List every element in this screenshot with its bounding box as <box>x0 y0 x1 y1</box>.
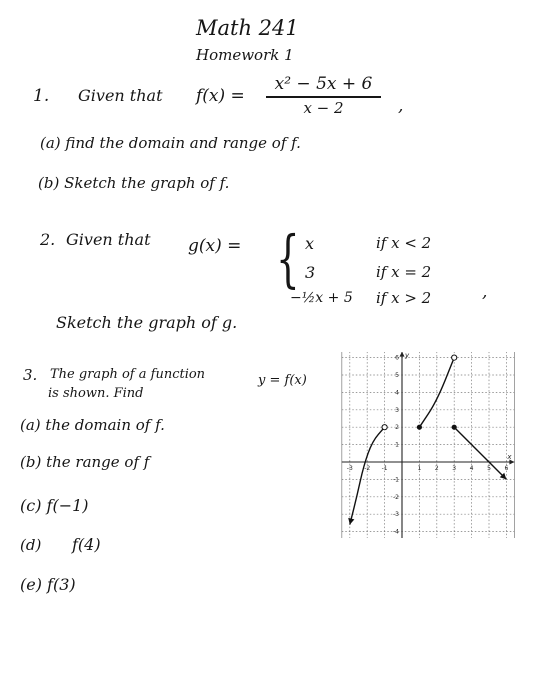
curve-2-end-open-dot <box>452 355 457 360</box>
problem-3-fn: y = f(x) <box>258 373 307 388</box>
x-tick-label: 3 <box>452 465 457 472</box>
problem-1-number: 1. <box>33 86 50 106</box>
grid-border <box>342 352 515 538</box>
y-tick-label: 2 <box>395 424 399 432</box>
x-tick-label: 1 <box>417 465 422 472</box>
piecewise-brace: { <box>276 222 300 295</box>
problem-3-line2: is shown. Find <box>48 386 144 401</box>
problem-2-comma: , <box>482 282 488 302</box>
fraction-bar <box>266 96 381 98</box>
case-2-expr: 3 <box>305 263 316 282</box>
x-tick-label: 5 <box>487 465 491 472</box>
x-tick-label: 2 <box>434 465 439 472</box>
fraction-denominator: x − 2 <box>303 98 344 117</box>
problem-2-lhs: g(x) = <box>188 236 242 256</box>
problem-3d-mark: (d) <box>20 536 42 554</box>
y-tick-label: 1 <box>395 441 399 449</box>
x-tick-label: 4 <box>469 465 474 472</box>
problem-2-task: Sketch the graph of g. <box>56 313 238 332</box>
fraction-numerator: x² − 5x + 6 <box>274 74 373 94</box>
problem-1-lhs: f(x) = <box>196 86 245 106</box>
curve-2-start-closed-dot <box>417 425 422 430</box>
y-tick-label: -2 <box>393 493 399 501</box>
problem-3a: (a) the domain of f. <box>20 416 165 434</box>
problem-1-fraction <box>266 76 381 116</box>
y-axis-label: y <box>405 352 410 360</box>
y-tick-label: 5 <box>395 372 399 379</box>
problem-1-intro: Given that <box>78 86 163 105</box>
problem-3c: (c) f(−1) <box>20 496 89 515</box>
x-tick-label: 6 <box>504 465 509 472</box>
problem-3-line1: The graph of a function <box>50 367 206 382</box>
y-tick-label: 4 <box>395 389 399 397</box>
problem-2-intro: Given that <box>66 230 151 249</box>
case-2-cond: if x = 2 <box>376 263 432 281</box>
problem-3-number: 3. <box>23 366 38 384</box>
course-title: Math 241 <box>196 16 299 40</box>
y-tick-label: -1 <box>393 476 399 484</box>
y-tick-label: -3 <box>393 511 399 519</box>
y-tick-label: 6 <box>395 354 399 362</box>
assignment-title: Homework 1 <box>196 46 294 64</box>
problem-1b: (b) Sketch the graph of f. <box>38 174 230 192</box>
x-axis-label: x <box>507 453 512 461</box>
problem-3e: (e) f(3) <box>20 575 76 594</box>
problem-1a: (a) find the domain and range of f. <box>40 134 301 152</box>
x-tick-label: -1 <box>381 465 388 472</box>
x-tick-label: -2 <box>364 465 371 472</box>
curve-1-end-open-dot <box>382 425 387 430</box>
y-tick-label: 3 <box>395 406 399 414</box>
problem-1-comma: , <box>398 96 404 116</box>
grid <box>342 352 515 538</box>
case-1-cond: if x < 2 <box>376 234 432 252</box>
case-1-expr: x <box>305 234 315 253</box>
case-3-cond: if x > 2 <box>376 289 432 307</box>
y-tick-label: -4 <box>393 528 399 536</box>
function-graph <box>334 352 520 538</box>
curve-3-start-closed-dot <box>452 425 457 430</box>
problem-3d: f(4) <box>72 535 101 554</box>
case-3-expr: −½x + 5 <box>290 290 353 306</box>
problem-2-number: 2. <box>40 230 56 249</box>
problem-3b: (b) the range of f <box>20 453 150 471</box>
x-tick-label: -3 <box>346 465 353 472</box>
